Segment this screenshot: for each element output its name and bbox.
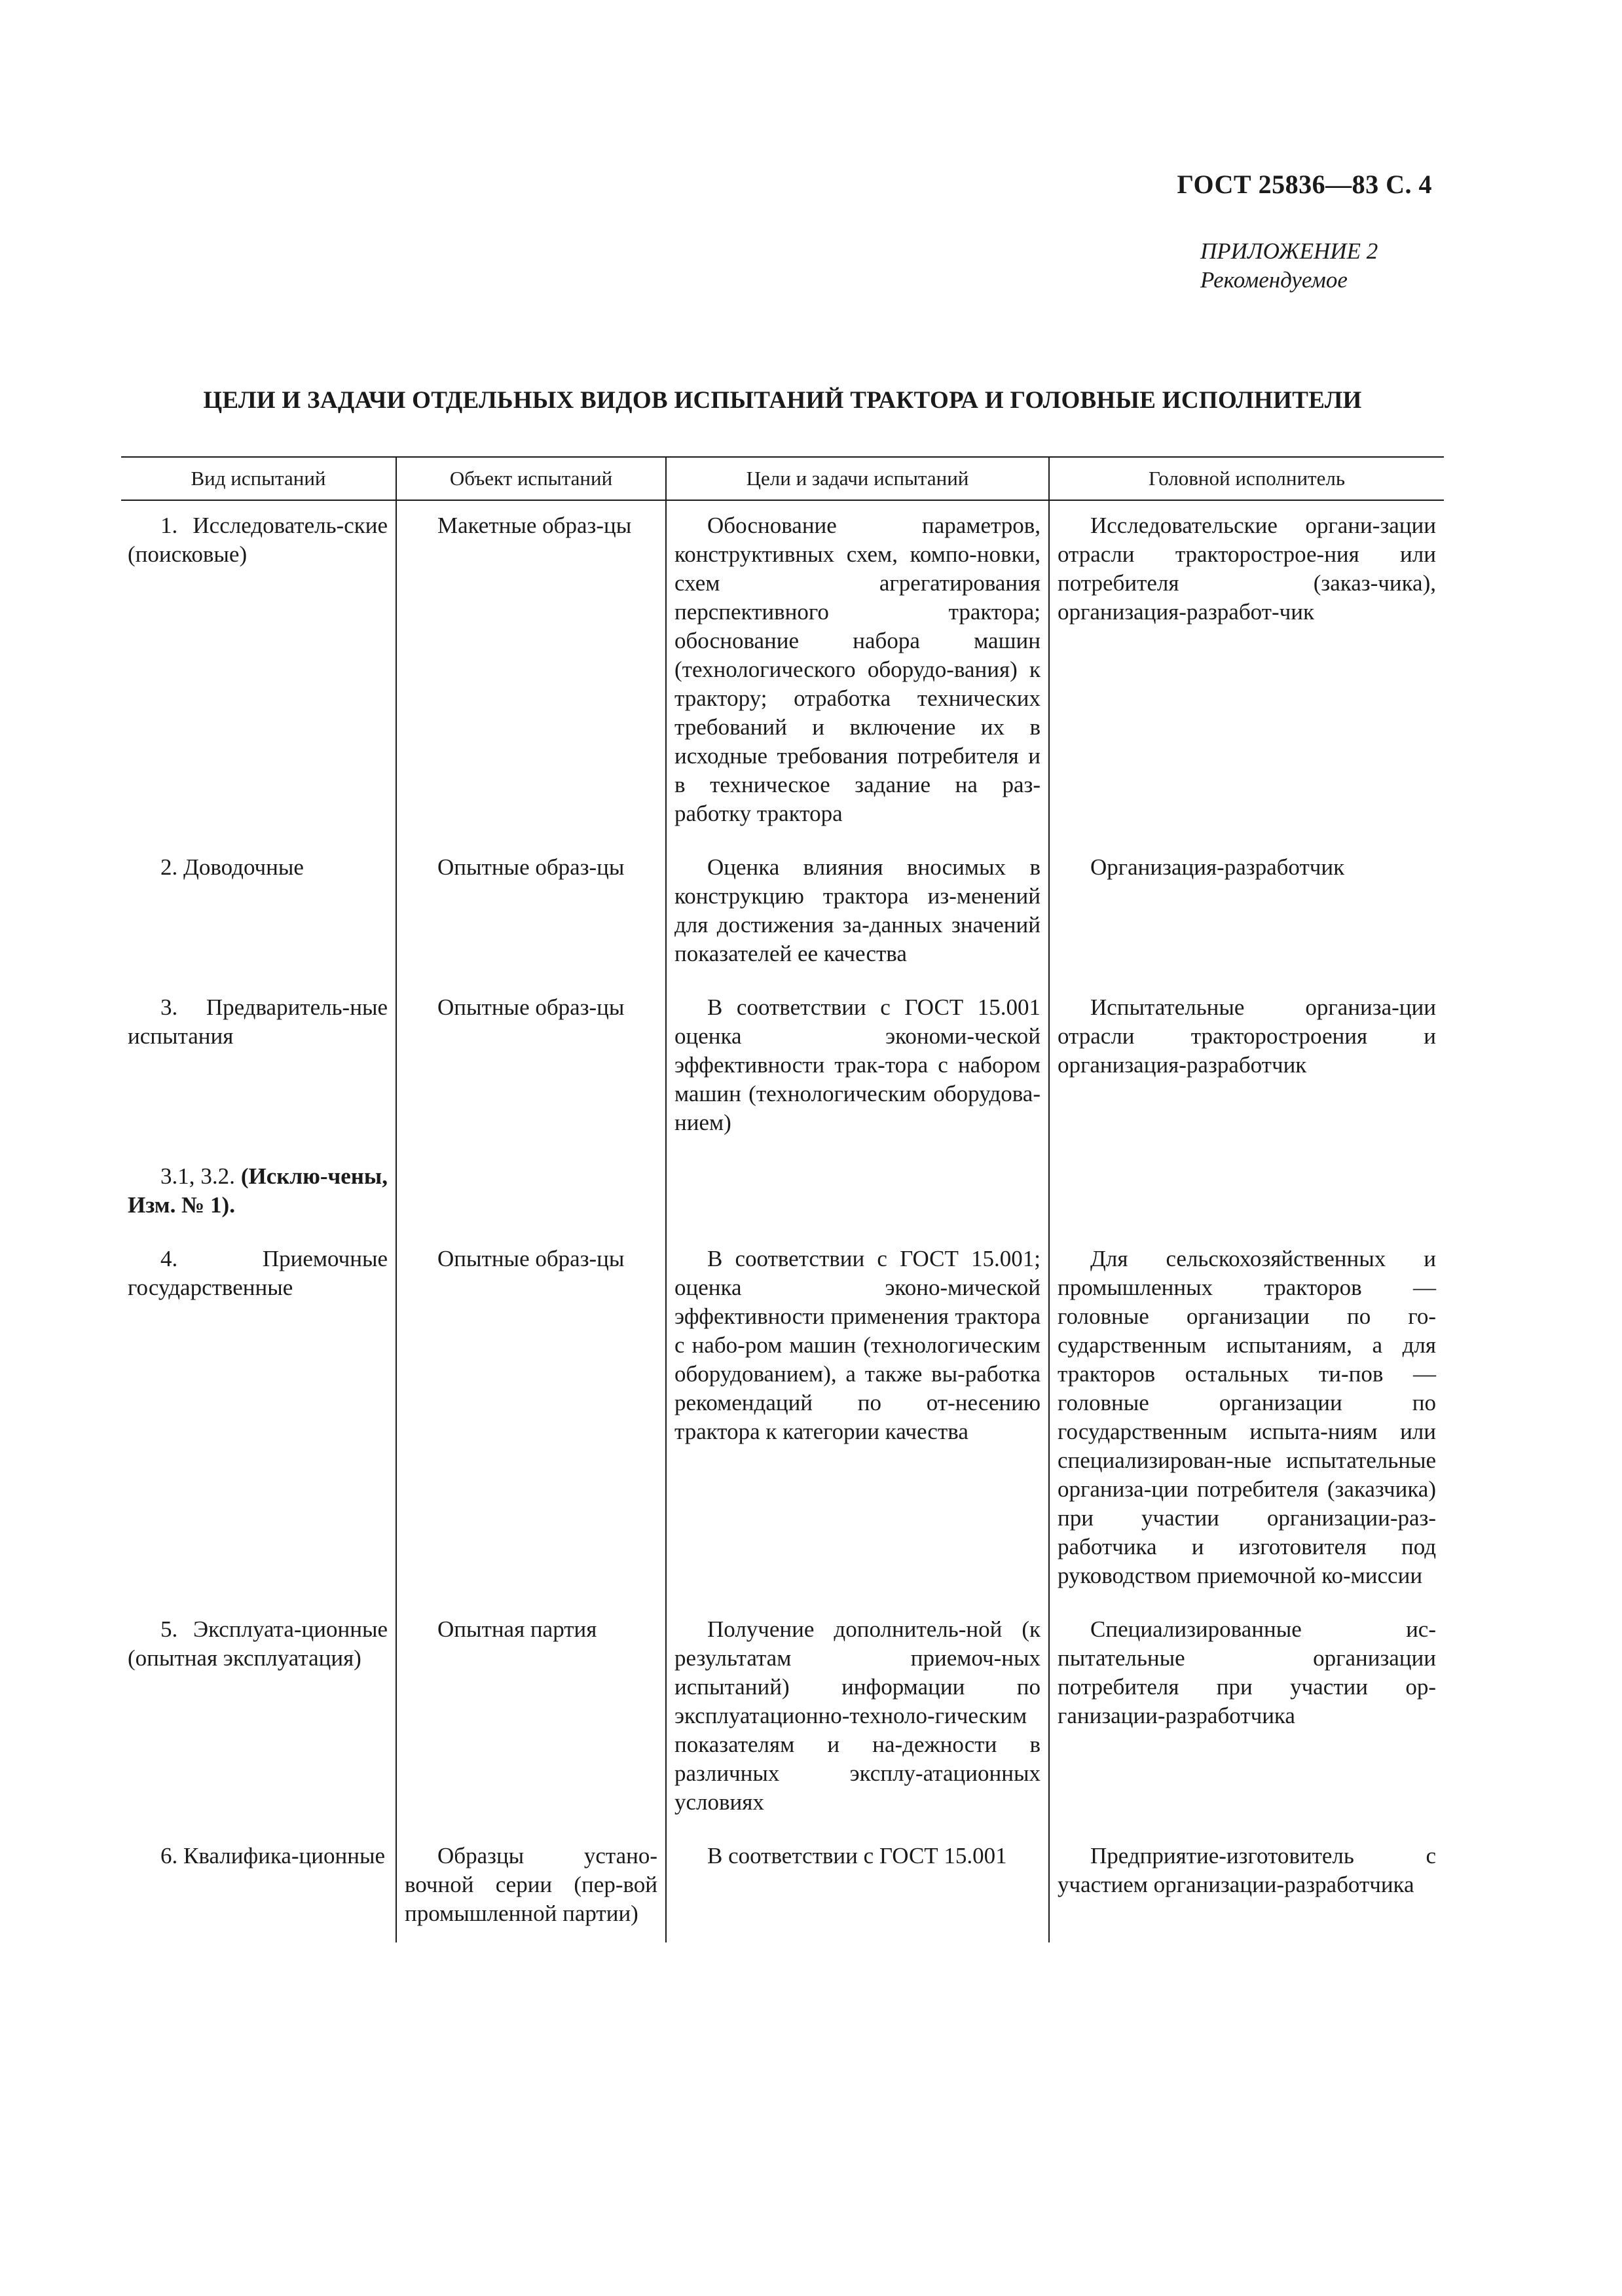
cell-object: Опытные образ-цы <box>396 843 666 983</box>
table-row <box>121 1831 1444 1942</box>
cell-executor: Предприятие-изготовитель с участием организации-разработчика <box>1049 1831 1444 1942</box>
table-row <box>121 1605 1444 1831</box>
cell-object: Образцы устано-вочной серии (пер-вой промышленной партии) <box>396 1831 666 1942</box>
appendix-label: ПРИЛОЖЕНИЕ 2 <box>1200 238 1378 264</box>
cell-executor: Организация-разработчик <box>1049 843 1444 983</box>
cell-object: Опытная партия <box>396 1605 666 1831</box>
appendix-status: Рекомендуемое <box>1200 267 1348 293</box>
cell-object: Опытные образ-цы <box>396 1234 666 1605</box>
cell-object: Макетные образ-цы <box>396 500 666 843</box>
table-row <box>121 1234 1444 1605</box>
cell-executor: Исследовательские органи-зации отрасли тракторострое-ния или потребителя (заказ-чика), организация-разработ-чик <box>1049 500 1444 843</box>
cell-type: 6. Квалифика-ционные <box>160 1843 385 1868</box>
cell-goals: Получение дополнитель-ной (к результатам приемоч-ных испытаний) информации по эксплуатационно-техноло-гическим показателям и на-дежности в различных эксплу-атационных условиях <box>666 1605 1049 1831</box>
cell-type: 4. Приемочные государственные <box>128 1246 388 1300</box>
cell-type: 1. Исследователь-ские (поисковые) <box>128 513 388 567</box>
table-row <box>121 843 1444 983</box>
excluded-items-numbers: 3.1, 3.2. <box>160 1163 235 1189</box>
cell-goals: В соответствии с ГОСТ 15.001; оценка эконо-мической эффективности применения трактора с набо-ром машин (технологическим оборудованием), а также вы-работка рекомендаций по от-несению трактора к категории качества <box>666 1234 1049 1605</box>
cell-executor: Испытательные организа-ции отрасли тракторостроения и организация-разработчик <box>1049 983 1444 1152</box>
cell-object: Опытные образ-цы <box>396 983 666 1152</box>
cell-type: 2. Доводочные <box>160 854 304 880</box>
document-title: ЦЕЛИ И ЗАДАЧИ ОТДЕЛЬНЫХ ВИДОВ ИСПЫТАНИЙ ТРАКТОРА И ГОЛОВНЫЕ ИСПОЛНИТЕЛИ <box>203 387 1362 414</box>
cell-object <box>396 1152 666 1234</box>
cell-type <box>121 1152 396 1234</box>
excluded-items-note: (Исклю-чены, Изм. № 1). <box>128 1163 388 1218</box>
column-header-executor: Головной исполнитель <box>1049 457 1444 500</box>
cell-goals: В соответствии с ГОСТ 15.001 <box>666 1831 1049 1942</box>
table-row <box>121 983 1444 1152</box>
cell-goals: Оценка влияния вносимых в конструкцию трактора из-менений для достижения за-данных значений показателей ее качества <box>666 843 1049 983</box>
cell-executor: Специализированные ис-пытательные организации потребителя при участии ор-ганизации-разработчика <box>1049 1605 1444 1831</box>
table-row <box>121 1152 1444 1234</box>
column-header-object: Объект испытаний <box>396 457 666 500</box>
table-row <box>121 500 1444 843</box>
tests-table <box>121 456 1444 1942</box>
cell-goals <box>666 1152 1049 1234</box>
column-header-goals: Цели и задачи испытаний <box>666 457 1049 500</box>
cell-type: 5. Эксплуата-ционные (опытная эксплуатация) <box>128 1616 388 1671</box>
document-code: ГОСТ 25836—83 С. 4 <box>1177 170 1432 199</box>
cell-goals: Обоснование параметров, конструктивных схем, компо-новки, схем агрегатирования перспективного трактора; обоснование набора машин (технологического оборудо-вания) к трактору; отработка технических требований и включение их в исходные требования потребителя и в техническое задание на раз-работку трактора <box>666 500 1049 843</box>
column-header-type: Вид испытаний <box>121 457 396 500</box>
cell-executor <box>1049 1152 1444 1234</box>
cell-goals: В соответствии с ГОСТ 15.001 оценка экономи-ческой эффективности трак-тора с набором машин (технологическим оборудова-нием) <box>666 983 1049 1152</box>
cell-executor: Для сельскохозяйственных и промышленных тракторов — головные организации по го-сударственным испытаниям, а для тракторов остальных ти-пов — головные организации по государственным испыта-ниям или специализирован-ные испытательные организа-ции потребителя (заказчика) при участии организации-раз-работчика и изготовителя под руководством приемочной ко-миссии <box>1049 1234 1444 1605</box>
cell-type: 3. Предваритель-ные испытания <box>128 994 388 1049</box>
table-header-row <box>121 457 1444 500</box>
appendix-block <box>1200 237 1378 295</box>
